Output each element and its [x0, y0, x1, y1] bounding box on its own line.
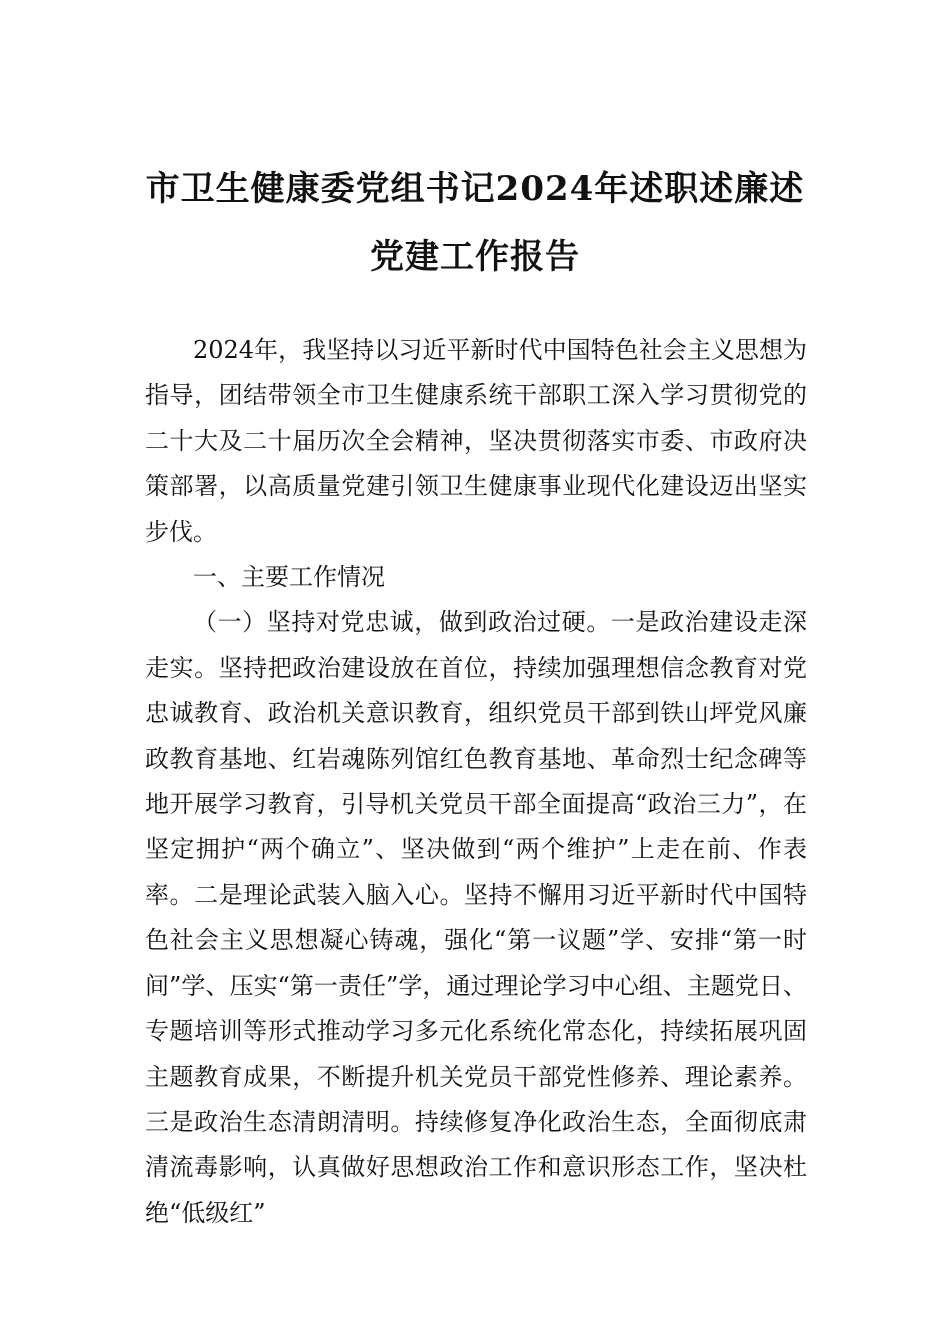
document-body	[145, 328, 807, 1236]
section-paragraph-political-loyalty: （一）坚持对党忠诚，做到政治过硬。一是政治建设走深走实。坚持把政治建设放在首位，持续加强理想信念教育对党忠诚教育、政治机关意识教育，组织党员干部到铁山坪党风廉政教育基地、红岩魂陈列馆红色教育基地、革命烈士纪念碑等地开展学习教育，引导机关党员干部全面提高“政治三力”，在坚定拥护“两个确立”、坚决做到“两个维护”上走在前、作表率。二是理论武装入脑入心。坚持不懈用习近平新时代中国特色社会主义思想凝心铸魂，强化“第一议题”学、安排“第一时间”学、压实“第一责任”学，通过理论学习中心组、主题党日、专题培训等形式推动学习多元化系统化常态化，持续拓展巩固主题教育成果，不断提升机关党员干部党性修养、理论素养。三是政治生态清朗清明。持续修复净化政治生态，全面彻底肃清流毒影响，认真做好思想政治工作和意识形态工作，坚决杜绝“低级红”	[145, 608, 807, 1227]
intro-paragraph: 2024年，我坚持以习近平新时代中国特色社会主义思想为指导，团结带领全市卫生健康系统干部职工深入学习贯彻党的二十大及二十届历次全会精神，坚决贯彻落实市委、市政府决策部署，以高质量党建引领卫生健康事业现代化建设迈出坚实步伐。	[145, 336, 807, 546]
section-heading-main-work: 一、主要工作情况	[193, 563, 385, 592]
document-title	[120, 155, 830, 291]
title-line-2: 党建工作报告	[370, 237, 580, 277]
title-line-1: 市卫生健康委党组书记2024年述职述廉述	[145, 169, 805, 209]
